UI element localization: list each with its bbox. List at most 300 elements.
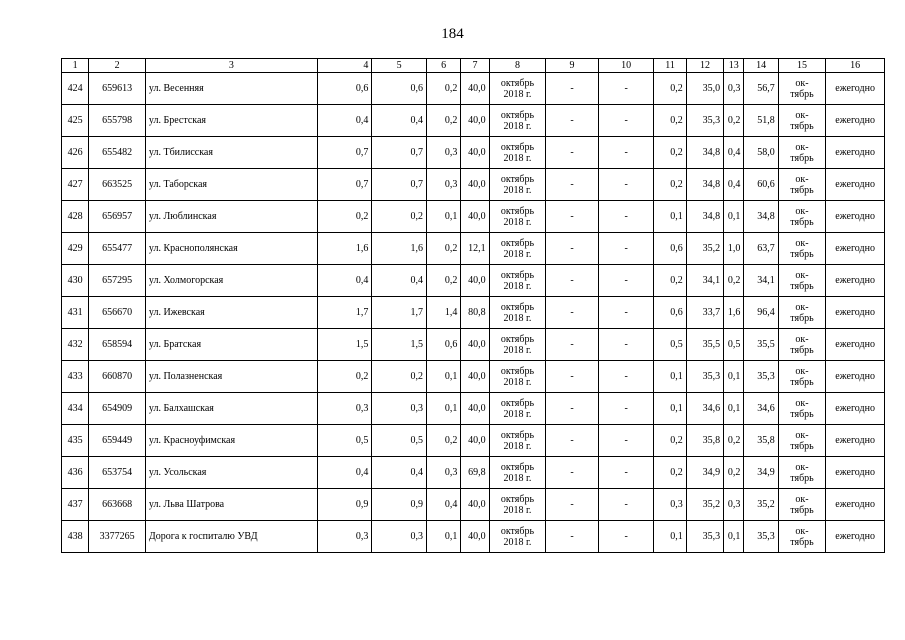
cell-col15-line2: тябрь bbox=[790, 152, 814, 164]
cell-col8-line2: 2018 г. bbox=[503, 472, 532, 484]
cell-col6: 0,1 bbox=[426, 393, 460, 425]
cell-col15-line2: тябрь bbox=[790, 536, 814, 548]
cell-col9: - bbox=[546, 233, 599, 265]
cell-col15-line1: ок- bbox=[795, 525, 809, 537]
cell-col14: 35,5 bbox=[744, 329, 778, 361]
cell-col8-line1: октябрь bbox=[500, 493, 535, 505]
cell-col9: - bbox=[546, 521, 599, 553]
cell-col8-line1: октябрь bbox=[500, 301, 535, 313]
cell-col5: 0,9 bbox=[372, 489, 427, 521]
cell-col13: 0,3 bbox=[724, 489, 744, 521]
cell-col11: 0,6 bbox=[654, 297, 686, 329]
cell-col16: ежегодно bbox=[826, 361, 885, 393]
cell-col6: 0,6 bbox=[426, 329, 460, 361]
cell-col8-line2: 2018 г. bbox=[503, 88, 532, 100]
cell-col7: 40,0 bbox=[461, 521, 489, 553]
cell-col9: - bbox=[546, 489, 599, 521]
cell-col8-line2: 2018 г. bbox=[503, 408, 532, 420]
cell-col8-line2: 2018 г. bbox=[503, 280, 532, 292]
cell-code: 654909 bbox=[89, 393, 146, 425]
cell-code: 656957 bbox=[89, 201, 146, 233]
cell-col4: 0,2 bbox=[317, 361, 372, 393]
cell-col16: ежегодно bbox=[826, 201, 885, 233]
cell-col16: ежегодно bbox=[826, 233, 885, 265]
header-cell: 14 bbox=[744, 59, 778, 73]
header-cell: 16 bbox=[826, 59, 885, 73]
cell-col14: 34,6 bbox=[744, 393, 778, 425]
header-cell: 8 bbox=[489, 59, 546, 73]
cell-col15-line1: ок- bbox=[795, 429, 809, 441]
cell-col10: - bbox=[598, 361, 654, 393]
header-cell: 10 bbox=[598, 59, 654, 73]
cell-col4: 0,3 bbox=[317, 393, 372, 425]
cell-col10: - bbox=[598, 457, 654, 489]
cell-col12: 35,8 bbox=[686, 425, 723, 457]
cell-col10: - bbox=[598, 329, 654, 361]
cell-col4: 1,6 bbox=[317, 233, 372, 265]
cell-col4: 0,4 bbox=[317, 457, 372, 489]
cell-col15 bbox=[778, 233, 826, 265]
cell-col15-line1: ок- bbox=[795, 77, 809, 89]
cell-col8-line1: октябрь bbox=[500, 525, 535, 537]
cell-col15-line2: тябрь bbox=[790, 440, 814, 452]
cell-col14: 34,8 bbox=[744, 201, 778, 233]
cell-col8-line1: октябрь bbox=[500, 269, 535, 281]
cell-street-name: ул. Братская bbox=[145, 329, 317, 361]
cell-col12: 35,0 bbox=[686, 73, 723, 105]
cell-row-number: 427 bbox=[62, 169, 89, 201]
cell-col8-line2: 2018 г. bbox=[503, 312, 532, 324]
cell-col13: 0,2 bbox=[724, 265, 744, 297]
cell-col4: 1,5 bbox=[317, 329, 372, 361]
cell-code: 663668 bbox=[89, 489, 146, 521]
cell-street-name: ул. Полазненская bbox=[145, 361, 317, 393]
cell-row-number: 432 bbox=[62, 329, 89, 361]
cell-code: 663525 bbox=[89, 169, 146, 201]
header-cell: 6 bbox=[426, 59, 460, 73]
cell-col10: - bbox=[598, 105, 654, 137]
cell-col12: 33,7 bbox=[686, 297, 723, 329]
cell-col11: 0,2 bbox=[654, 73, 686, 105]
cell-street-name: ул. Балхашская bbox=[145, 393, 317, 425]
cell-col5: 0,2 bbox=[372, 361, 427, 393]
header-cell: 3 bbox=[145, 59, 317, 73]
cell-col6: 0,3 bbox=[426, 457, 460, 489]
cell-col15-line2: тябрь bbox=[790, 216, 814, 228]
cell-col6: 0,3 bbox=[426, 137, 460, 169]
cell-col10: - bbox=[598, 169, 654, 201]
cell-col7: 40,0 bbox=[461, 393, 489, 425]
cell-col9: - bbox=[546, 137, 599, 169]
cell-col10: - bbox=[598, 201, 654, 233]
cell-street-name: ул. Льва Шатрова bbox=[145, 489, 317, 521]
cell-col12: 35,3 bbox=[686, 361, 723, 393]
cell-col15 bbox=[778, 329, 826, 361]
cell-col12: 34,8 bbox=[686, 137, 723, 169]
cell-col10: - bbox=[598, 73, 654, 105]
cell-col13: 0,1 bbox=[724, 201, 744, 233]
cell-col15 bbox=[778, 521, 826, 553]
cell-col14: 35,8 bbox=[744, 425, 778, 457]
cell-col11: 0,1 bbox=[654, 361, 686, 393]
cell-col9: - bbox=[546, 361, 599, 393]
cell-row-number: 437 bbox=[62, 489, 89, 521]
cell-col8 bbox=[489, 297, 546, 329]
cell-col7: 40,0 bbox=[461, 105, 489, 137]
cell-code: 658594 bbox=[89, 329, 146, 361]
cell-col8 bbox=[489, 393, 546, 425]
table-row bbox=[62, 105, 885, 137]
cell-col15-line1: ок- bbox=[795, 365, 809, 377]
cell-col10: - bbox=[598, 521, 654, 553]
cell-col11: 0,2 bbox=[654, 425, 686, 457]
cell-row-number: 436 bbox=[62, 457, 89, 489]
cell-col9: - bbox=[546, 457, 599, 489]
cell-col12: 35,2 bbox=[686, 489, 723, 521]
cell-col12: 34,8 bbox=[686, 201, 723, 233]
cell-col15-line2: тябрь bbox=[790, 376, 814, 388]
cell-col12: 35,3 bbox=[686, 105, 723, 137]
cell-col9: - bbox=[546, 425, 599, 457]
cell-col9: - bbox=[546, 201, 599, 233]
cell-col8 bbox=[489, 457, 546, 489]
cell-col8-line1: октябрь bbox=[500, 429, 535, 441]
cell-col9: - bbox=[546, 393, 599, 425]
cell-col14: 56,7 bbox=[744, 73, 778, 105]
cell-col13: 0,1 bbox=[724, 393, 744, 425]
cell-col15-line2: тябрь bbox=[790, 504, 814, 516]
cell-col16: ежегодно bbox=[826, 137, 885, 169]
cell-code: 3377265 bbox=[89, 521, 146, 553]
cell-col8 bbox=[489, 169, 546, 201]
cell-col7: 40,0 bbox=[461, 329, 489, 361]
header-cell: 9 bbox=[546, 59, 599, 73]
cell-col15-line1: ок- bbox=[795, 333, 809, 345]
cell-col7: 40,0 bbox=[461, 137, 489, 169]
cell-code: 655477 bbox=[89, 233, 146, 265]
cell-col12: 35,5 bbox=[686, 329, 723, 361]
cell-code: 660870 bbox=[89, 361, 146, 393]
cell-col4: 0,5 bbox=[317, 425, 372, 457]
cell-col8 bbox=[489, 265, 546, 297]
cell-col9: - bbox=[546, 73, 599, 105]
cell-col6: 1,4 bbox=[426, 297, 460, 329]
cell-col8-line1: октябрь bbox=[500, 141, 535, 153]
cell-col8-line2: 2018 г. bbox=[503, 184, 532, 196]
cell-street-name: ул. Таборская bbox=[145, 169, 317, 201]
cell-col5: 0,7 bbox=[372, 169, 427, 201]
cell-col5: 1,6 bbox=[372, 233, 427, 265]
cell-col6: 0,1 bbox=[426, 521, 460, 553]
cell-row-number: 434 bbox=[62, 393, 89, 425]
cell-col7: 80,8 bbox=[461, 297, 489, 329]
cell-col4: 0,2 bbox=[317, 201, 372, 233]
cell-col5: 0,5 bbox=[372, 425, 427, 457]
cell-col11: 0,2 bbox=[654, 105, 686, 137]
cell-col9: - bbox=[546, 297, 599, 329]
cell-col15-line1: ок- bbox=[795, 461, 809, 473]
cell-col14: 96,4 bbox=[744, 297, 778, 329]
cell-col15 bbox=[778, 201, 826, 233]
cell-col4: 0,7 bbox=[317, 169, 372, 201]
cell-col9: - bbox=[546, 265, 599, 297]
cell-col4: 1,7 bbox=[317, 297, 372, 329]
cell-col15 bbox=[778, 73, 826, 105]
cell-col11: 0,1 bbox=[654, 201, 686, 233]
cell-col16: ежегодно bbox=[826, 329, 885, 361]
cell-col15 bbox=[778, 393, 826, 425]
cell-col16: ежегодно bbox=[826, 265, 885, 297]
cell-col8 bbox=[489, 233, 546, 265]
cell-col12: 35,2 bbox=[686, 233, 723, 265]
cell-col8-line1: октябрь bbox=[500, 461, 535, 473]
cell-col8-line2: 2018 г. bbox=[503, 376, 532, 388]
header-cell: 13 bbox=[724, 59, 744, 73]
cell-col8-line2: 2018 г. bbox=[503, 120, 532, 132]
cell-col6: 0,1 bbox=[426, 201, 460, 233]
cell-col7: 12,1 bbox=[461, 233, 489, 265]
cell-col13: 0,2 bbox=[724, 105, 744, 137]
cell-col4: 0,6 bbox=[317, 73, 372, 105]
cell-col5: 1,7 bbox=[372, 297, 427, 329]
table-row bbox=[62, 329, 885, 361]
cell-col7: 40,0 bbox=[461, 265, 489, 297]
cell-col16: ежегодно bbox=[826, 521, 885, 553]
cell-col7: 40,0 bbox=[461, 169, 489, 201]
cell-row-number: 426 bbox=[62, 137, 89, 169]
cell-col5: 0,3 bbox=[372, 521, 427, 553]
cell-col11: 0,1 bbox=[654, 521, 686, 553]
cell-street-name: ул. Краснополянская bbox=[145, 233, 317, 265]
cell-col8 bbox=[489, 489, 546, 521]
cell-col6: 0,1 bbox=[426, 361, 460, 393]
cell-row-number: 429 bbox=[62, 233, 89, 265]
cell-col16: ежегодно bbox=[826, 393, 885, 425]
header-cell: 12 bbox=[686, 59, 723, 73]
cell-col10: - bbox=[598, 297, 654, 329]
cell-col8-line1: октябрь bbox=[500, 333, 535, 345]
cell-col7: 40,0 bbox=[461, 73, 489, 105]
header-row bbox=[62, 59, 885, 73]
cell-col13: 0,1 bbox=[724, 361, 744, 393]
cell-col14: 63,7 bbox=[744, 233, 778, 265]
cell-col14: 35,2 bbox=[744, 489, 778, 521]
cell-col7: 40,0 bbox=[461, 361, 489, 393]
header-cell: 11 bbox=[654, 59, 686, 73]
cell-col6: 0,2 bbox=[426, 105, 460, 137]
cell-col8 bbox=[489, 73, 546, 105]
cell-col13: 0,2 bbox=[724, 457, 744, 489]
cell-col11: 0,2 bbox=[654, 265, 686, 297]
cell-col15-line1: ок- bbox=[795, 493, 809, 505]
cell-row-number: 430 bbox=[62, 265, 89, 297]
cell-col11: 0,5 bbox=[654, 329, 686, 361]
cell-col14: 34,9 bbox=[744, 457, 778, 489]
table-row bbox=[62, 521, 885, 553]
cell-col6: 0,3 bbox=[426, 169, 460, 201]
cell-code: 653754 bbox=[89, 457, 146, 489]
cell-col11: 0,2 bbox=[654, 169, 686, 201]
cell-col5: 0,4 bbox=[372, 457, 427, 489]
cell-col15 bbox=[778, 105, 826, 137]
cell-col15 bbox=[778, 137, 826, 169]
table-row bbox=[62, 233, 885, 265]
cell-col10: - bbox=[598, 137, 654, 169]
header-cell: 2 bbox=[89, 59, 146, 73]
cell-col8 bbox=[489, 201, 546, 233]
cell-col10: - bbox=[598, 265, 654, 297]
table-row bbox=[62, 297, 885, 329]
cell-street-name: ул. Брестская bbox=[145, 105, 317, 137]
cell-col13: 0,1 bbox=[724, 521, 744, 553]
cell-col5: 0,3 bbox=[372, 393, 427, 425]
cell-col4: 0,4 bbox=[317, 105, 372, 137]
cell-col6: 0,2 bbox=[426, 265, 460, 297]
cell-street-name: ул. Весенняя bbox=[145, 73, 317, 105]
cell-col7: 40,0 bbox=[461, 489, 489, 521]
table-row bbox=[62, 425, 885, 457]
page-number: 184 bbox=[441, 26, 464, 42]
cell-col16: ежегодно bbox=[826, 297, 885, 329]
cell-street-name: ул. Ижевская bbox=[145, 297, 317, 329]
cell-col15 bbox=[778, 489, 826, 521]
cell-code: 657295 bbox=[89, 265, 146, 297]
cell-col13: 0,4 bbox=[724, 137, 744, 169]
cell-row-number: 438 bbox=[62, 521, 89, 553]
cell-street-name: ул. Холмогорская bbox=[145, 265, 317, 297]
cell-row-number: 433 bbox=[62, 361, 89, 393]
cell-col8 bbox=[489, 425, 546, 457]
cell-col13: 0,3 bbox=[724, 73, 744, 105]
header-cell: 15 bbox=[778, 59, 826, 73]
cell-col15-line2: тябрь bbox=[790, 472, 814, 484]
cell-col15 bbox=[778, 361, 826, 393]
cell-col4: 0,9 bbox=[317, 489, 372, 521]
cell-col6: 0,2 bbox=[426, 73, 460, 105]
cell-col8-line1: октябрь bbox=[500, 173, 535, 185]
cell-col14: 58,0 bbox=[744, 137, 778, 169]
cell-row-number: 431 bbox=[62, 297, 89, 329]
cell-col8-line2: 2018 г. bbox=[503, 216, 532, 228]
cell-code: 655798 bbox=[89, 105, 146, 137]
table-row bbox=[62, 393, 885, 425]
cell-street-name: ул. Красноуфимская bbox=[145, 425, 317, 457]
cell-col16: ежегодно bbox=[826, 105, 885, 137]
cell-col16: ежегодно bbox=[826, 73, 885, 105]
cell-col5: 0,4 bbox=[372, 105, 427, 137]
cell-col11: 0,2 bbox=[654, 457, 686, 489]
cell-col15-line1: ок- bbox=[795, 205, 809, 217]
cell-col16: ежегодно bbox=[826, 457, 885, 489]
cell-col9: - bbox=[546, 329, 599, 361]
cell-col8-line2: 2018 г. bbox=[503, 152, 532, 164]
cell-col13: 0,2 bbox=[724, 425, 744, 457]
cell-col15-line1: ок- bbox=[795, 141, 809, 153]
cell-col16: ежегодно bbox=[826, 489, 885, 521]
cell-col9: - bbox=[546, 169, 599, 201]
cell-col15-line2: тябрь bbox=[790, 120, 814, 132]
header-cell: 4 bbox=[317, 59, 372, 73]
cell-col12: 35,3 bbox=[686, 521, 723, 553]
cell-col5: 1,5 bbox=[372, 329, 427, 361]
cell-code: 655482 bbox=[89, 137, 146, 169]
table-row bbox=[62, 169, 885, 201]
cell-col15-line2: тябрь bbox=[790, 88, 814, 100]
header-cell: 7 bbox=[461, 59, 489, 73]
cell-col11: 0,1 bbox=[654, 393, 686, 425]
cell-col10: - bbox=[598, 393, 654, 425]
cell-col14: 51,8 bbox=[744, 105, 778, 137]
cell-col11: 0,3 bbox=[654, 489, 686, 521]
cell-col14: 34,1 bbox=[744, 265, 778, 297]
cell-col4: 0,7 bbox=[317, 137, 372, 169]
cell-col8-line2: 2018 г. bbox=[503, 536, 532, 548]
cell-col15-line1: ок- bbox=[795, 301, 809, 313]
cell-col8-line1: октябрь bbox=[500, 109, 535, 121]
cell-col8-line2: 2018 г. bbox=[503, 248, 532, 260]
cell-col4: 0,3 bbox=[317, 521, 372, 553]
cell-row-number: 428 bbox=[62, 201, 89, 233]
cell-col12: 34,1 bbox=[686, 265, 723, 297]
cell-street-name: ул. Люблинская bbox=[145, 201, 317, 233]
cell-col13: 0,4 bbox=[724, 169, 744, 201]
cell-col12: 34,8 bbox=[686, 169, 723, 201]
cell-col8-line1: октябрь bbox=[500, 397, 535, 409]
table-row bbox=[62, 489, 885, 521]
cell-col8 bbox=[489, 521, 546, 553]
cell-col8-line2: 2018 г. bbox=[503, 344, 532, 356]
cell-col15-line2: тябрь bbox=[790, 248, 814, 260]
cell-col11: 0,2 bbox=[654, 137, 686, 169]
cell-col9: - bbox=[546, 105, 599, 137]
cell-col7: 69,8 bbox=[461, 457, 489, 489]
cell-street-name: ул. Тбилисская bbox=[145, 137, 317, 169]
cell-col8 bbox=[489, 361, 546, 393]
cell-col12: 34,9 bbox=[686, 457, 723, 489]
table-row bbox=[62, 361, 885, 393]
cell-row-number: 425 bbox=[62, 105, 89, 137]
cell-col15 bbox=[778, 297, 826, 329]
header-cell: 5 bbox=[372, 59, 427, 73]
cell-col8 bbox=[489, 329, 546, 361]
table-row bbox=[62, 201, 885, 233]
cell-col13: 1,6 bbox=[724, 297, 744, 329]
data-table bbox=[61, 58, 885, 553]
cell-col16: ежегодно bbox=[826, 425, 885, 457]
cell-code: 656670 bbox=[89, 297, 146, 329]
cell-street-name: Дорога к госпиталю УВД bbox=[145, 521, 317, 553]
cell-col8-line1: октябрь bbox=[500, 365, 535, 377]
table-row bbox=[62, 265, 885, 297]
cell-row-number: 435 bbox=[62, 425, 89, 457]
cell-col15 bbox=[778, 265, 826, 297]
cell-col15-line2: тябрь bbox=[790, 184, 814, 196]
cell-col8-line2: 2018 г. bbox=[503, 504, 532, 516]
cell-col14: 60,6 bbox=[744, 169, 778, 201]
table-row bbox=[62, 73, 885, 105]
cell-col5: 0,2 bbox=[372, 201, 427, 233]
cell-col14: 35,3 bbox=[744, 361, 778, 393]
cell-col11: 0,6 bbox=[654, 233, 686, 265]
cell-col8-line1: октябрь bbox=[500, 237, 535, 249]
cell-row-number: 424 bbox=[62, 73, 89, 105]
cell-col14: 35,3 bbox=[744, 521, 778, 553]
cell-col4: 0,4 bbox=[317, 265, 372, 297]
cell-col6: 0,4 bbox=[426, 489, 460, 521]
cell-col7: 40,0 bbox=[461, 201, 489, 233]
cell-col10: - bbox=[598, 233, 654, 265]
cell-col5: 0,4 bbox=[372, 265, 427, 297]
